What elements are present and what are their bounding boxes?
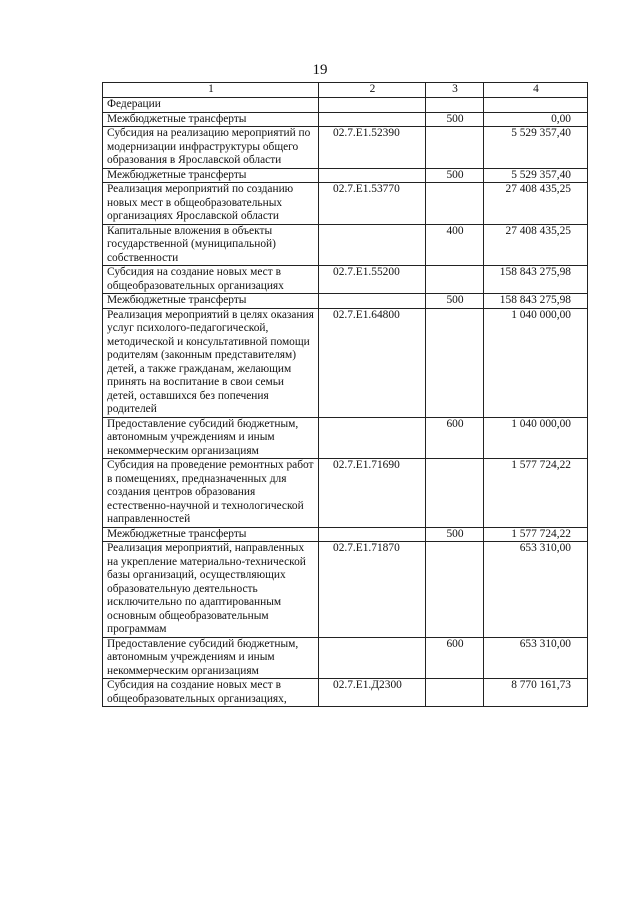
row-amount-cell: 653 310,00: [484, 542, 588, 638]
row-amount-cell: 5 529 357,40: [484, 127, 588, 169]
row-name-cell: Субсидия на создание новых мест в общеобразовательных организациях,: [103, 679, 319, 707]
row-type-cell: [426, 679, 484, 707]
row-name-cell: Межбюджетные трансферты: [103, 168, 319, 183]
row-code-cell: [319, 294, 426, 309]
column-header: 2: [319, 83, 426, 98]
row-amount-cell: 0,00: [484, 112, 588, 127]
row-amount-cell: 1 577 724,22: [484, 527, 588, 542]
row-amount-cell: 5 529 357,40: [484, 168, 588, 183]
row-code-cell: 02.7.E1.55200: [319, 266, 426, 294]
row-type-cell: [426, 183, 484, 225]
table-row: [103, 224, 588, 266]
row-code-cell: 02.7.E1.71870: [319, 542, 426, 638]
row-name-cell: Капитальные вложения в объекты государственной (муниципальной) собственности: [103, 224, 319, 266]
table-row: [103, 679, 588, 707]
column-header: 3: [426, 83, 484, 98]
row-type-cell: [426, 308, 484, 417]
row-name-cell: Субсидия на проведение ремонтных работ в помещениях, предназначенных для создания центров образования естественно-научной и технологической направленностей: [103, 459, 319, 528]
column-header: 4: [484, 83, 588, 98]
row-code-cell: [319, 224, 426, 266]
row-name-cell: Межбюджетные трансферты: [103, 294, 319, 309]
row-name-cell: Федерации: [103, 98, 319, 113]
row-type-cell: [426, 459, 484, 528]
row-type-cell: [426, 266, 484, 294]
row-amount-cell: 653 310,00: [484, 637, 588, 679]
row-amount-cell: 1 577 724,22: [484, 459, 588, 528]
table-row: [103, 112, 588, 127]
table-row: [103, 637, 588, 679]
row-name-cell: Реализация мероприятий по созданию новых мест в общеобразовательных организациях Ярославской области: [103, 183, 319, 225]
row-code-cell: [319, 527, 426, 542]
row-code-cell: [319, 98, 426, 113]
table-row: [103, 183, 588, 225]
table-row: [103, 98, 588, 113]
row-code-cell: 02.7.E1.53770: [319, 183, 426, 225]
row-type-cell: [426, 127, 484, 169]
row-type-cell: 500: [426, 294, 484, 309]
row-type-cell: 500: [426, 168, 484, 183]
row-name-cell: Предоставление субсидий бюджетным, автономным учреждениям и иным некоммерческим организациям: [103, 417, 319, 459]
row-amount-cell: 8 770 161,73: [484, 679, 588, 707]
row-amount-cell: 158 843 275,98: [484, 294, 588, 309]
row-name-cell: Межбюджетные трансферты: [103, 112, 319, 127]
row-code-cell: 02.7.E1.Д2300: [319, 679, 426, 707]
row-name-cell: Реализация мероприятий, направленных на укрепление материально-технической базы организаций, осуществляющих образовательную деятельность исключительно по адаптированным основным общеобразовательным программам: [103, 542, 319, 638]
row-amount-cell: 27 408 435,25: [484, 183, 588, 225]
table-header-row: [103, 83, 588, 98]
row-code-cell: 02.7.E1.52390: [319, 127, 426, 169]
row-type-cell: 400: [426, 224, 484, 266]
row-code-cell: 02.7.E1.71690: [319, 459, 426, 528]
row-code-cell: [319, 637, 426, 679]
row-name-cell: Реализация мероприятий в целях оказания услуг психолого-педагогической, методической и консультативной помощи родителям (законным представителям) детей, а также гражданам, желающим принять на воспитание в свои семьи детей, оставшихся без попечения родителей: [103, 308, 319, 417]
table-row: [103, 308, 588, 417]
table-row: [103, 527, 588, 542]
page-number: 19: [312, 62, 328, 78]
table-row: [103, 417, 588, 459]
row-type-cell: 500: [426, 527, 484, 542]
row-type-cell: 500: [426, 112, 484, 127]
row-code-cell: [319, 112, 426, 127]
table-row: [103, 266, 588, 294]
column-header: 1: [103, 83, 319, 98]
table-row: [103, 459, 588, 528]
row-amount-cell: 1 040 000,00: [484, 417, 588, 459]
row-name-cell: Межбюджетные трансферты: [103, 527, 319, 542]
row-type-cell: 600: [426, 417, 484, 459]
row-code-cell: 02.7.E1.64800: [319, 308, 426, 417]
row-code-cell: [319, 168, 426, 183]
row-name-cell: Предоставление субсидий бюджетным, автономным учреждениям и иным некоммерческим организациям: [103, 637, 319, 679]
table-row: [103, 168, 588, 183]
row-type-cell: [426, 542, 484, 638]
row-name-cell: Субсидия на создание новых мест в общеобразовательных организациях: [103, 266, 319, 294]
row-amount-cell: 1 040 000,00: [484, 308, 588, 417]
table-row: [103, 542, 588, 638]
table-row: [103, 294, 588, 309]
row-code-cell: [319, 417, 426, 459]
budget-table: [102, 82, 588, 707]
row-amount-cell: [484, 98, 588, 113]
row-name-cell: Субсидия на реализацию мероприятий по модернизации инфраструктуры общего образования в Ярославской области: [103, 127, 319, 169]
row-amount-cell: 27 408 435,25: [484, 224, 588, 266]
row-type-cell: [426, 98, 484, 113]
table-row: [103, 127, 588, 169]
row-amount-cell: 158 843 275,98: [484, 266, 588, 294]
row-type-cell: 600: [426, 637, 484, 679]
